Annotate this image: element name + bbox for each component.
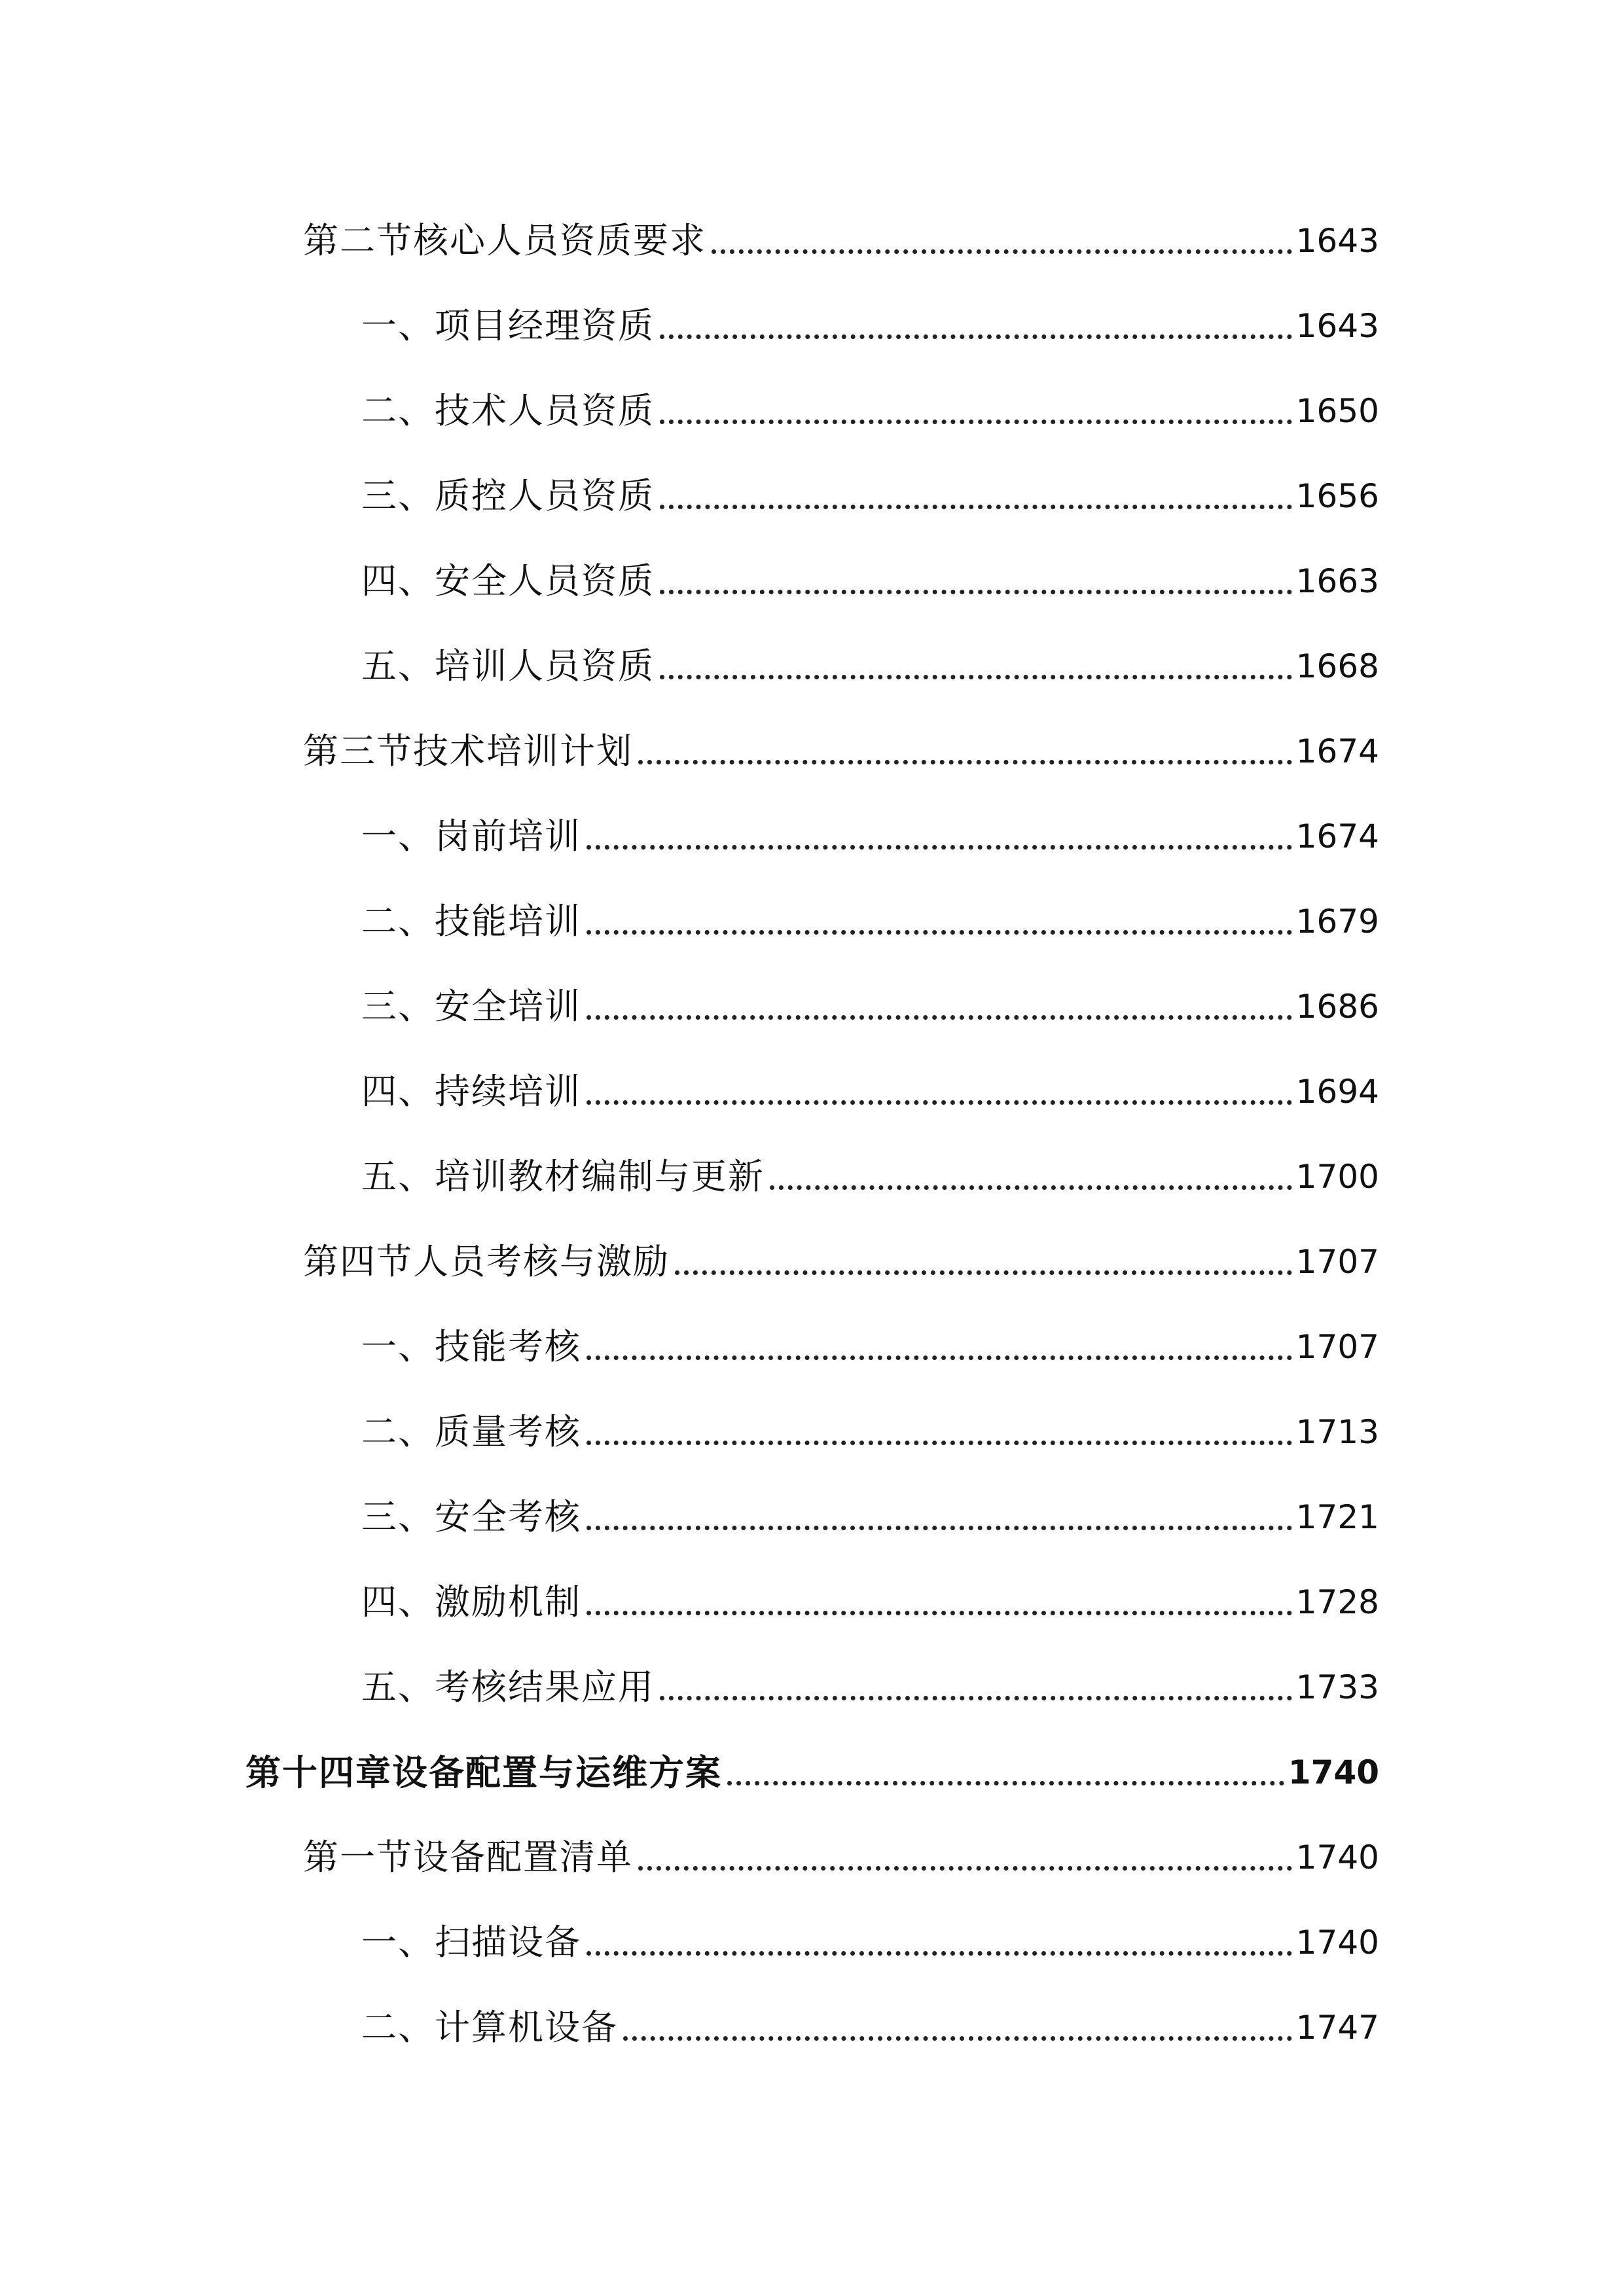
toc-entry-title: 一、技能考核 <box>361 1326 581 1367</box>
toc-entry-title: 第三节技术培训计划 <box>303 730 633 772</box>
toc-entry-title: 一、扫描设备 <box>361 1922 581 1963</box>
toc-entry-title: 一、岗前培训 <box>361 816 581 857</box>
toc-entry-page: 1740 <box>1295 1924 1379 1962</box>
toc-leader-dots <box>586 1441 1292 1445</box>
toc-entry-title: 一、项目经理资质 <box>361 305 655 346</box>
toc-leader-dots <box>638 760 1292 764</box>
toc-entry-page: 1674 <box>1295 732 1379 770</box>
toc-entry-page: 1733 <box>1295 1668 1379 1706</box>
toc-leader-dots <box>712 249 1292 254</box>
toc-entry[interactable] <box>361 810 1379 863</box>
toc-entry-title: 四、安全人员资质 <box>361 560 655 601</box>
toc-entry-page: 1747 <box>1295 2009 1379 2047</box>
toc-entry-page: 1656 <box>1295 477 1379 515</box>
toc-entry[interactable] <box>303 1831 1379 1884</box>
toc-entry-page: 1668 <box>1295 647 1379 685</box>
toc-entry-page: 1721 <box>1295 1498 1379 1536</box>
toc-entry-title: 五、培训教材编制与更新 <box>361 1156 765 1197</box>
toc-entry-title: 三、安全考核 <box>361 1496 581 1537</box>
toc-entry-page: 1707 <box>1295 1243 1379 1281</box>
toc-entry-page: 1650 <box>1295 392 1379 430</box>
toc-entry-title: 四、持续培训 <box>361 1071 581 1112</box>
toc-entry[interactable] <box>361 640 1379 692</box>
toc-entry-page: 1686 <box>1295 988 1379 1026</box>
toc-leader-dots <box>586 1611 1292 1615</box>
toc-entry-title: 二、计算机设备 <box>361 2007 618 2048</box>
toc-entry[interactable] <box>303 725 1379 778</box>
toc-leader-dots <box>727 1781 1284 1785</box>
toc-entry-page: 1679 <box>1295 903 1379 941</box>
toc-entry[interactable] <box>361 385 1379 437</box>
toc-leader-dots <box>586 845 1292 850</box>
toc-entry[interactable] <box>361 1406 1379 1458</box>
toc-leader-dots <box>586 1526 1292 1530</box>
toc-entry-title: 二、技术人员资质 <box>361 390 655 431</box>
toc-entry[interactable] <box>361 895 1379 948</box>
toc-leader-dots <box>660 420 1292 424</box>
toc-entry[interactable] <box>361 1491 1379 1543</box>
toc-entry[interactable] <box>361 555 1379 607</box>
toc-leader-dots <box>623 2036 1292 2041</box>
toc-entry-title: 四、激励机制 <box>361 1581 581 1623</box>
toc-entry-page: 1740 <box>1288 1753 1379 1791</box>
toc-entry[interactable] <box>361 1151 1379 1203</box>
toc-entry[interactable] <box>303 215 1379 267</box>
toc-entry-page: 1740 <box>1295 1839 1379 1876</box>
toc-entry-title: 第四节人员考核与激励 <box>303 1241 670 1282</box>
toc-entry-page: 1643 <box>1295 307 1379 345</box>
toc-entry-title: 五、考核结果应用 <box>361 1666 655 1708</box>
toc-leader-dots <box>586 1355 1292 1360</box>
toc-entry[interactable] <box>361 1576 1379 1628</box>
toc-entry-title: 第二节核心人员资质要求 <box>303 220 706 261</box>
toc-leader-dots <box>586 1015 1292 1020</box>
toc-entry-page: 1707 <box>1295 1328 1379 1366</box>
toc-entry[interactable] <box>361 300 1379 352</box>
toc-entry[interactable] <box>361 980 1379 1033</box>
toc-entry[interactable] <box>303 1236 1379 1288</box>
toc-entry[interactable] <box>361 470 1379 522</box>
toc-leader-dots <box>586 930 1292 935</box>
toc-entry-title: 第一节设备配置清单 <box>303 1837 633 1878</box>
toc-entry-title: 三、质控人员资质 <box>361 475 655 516</box>
toc-entry[interactable] <box>361 1066 1379 1118</box>
toc-entry[interactable] <box>361 1661 1379 1713</box>
toc-leader-dots <box>586 1951 1292 1956</box>
toc-entry[interactable] <box>361 1321 1379 1373</box>
toc-leader-dots <box>660 675 1292 679</box>
toc-leader-dots <box>675 1270 1292 1275</box>
toc-entry-page: 1700 <box>1295 1158 1379 1196</box>
toc-leader-dots <box>638 1866 1292 1871</box>
toc-leader-dots <box>586 1100 1292 1105</box>
toc-entry-page: 1728 <box>1295 1583 1379 1621</box>
toc-entry[interactable] <box>361 2001 1379 2054</box>
toc-entry-title: 二、技能培训 <box>361 901 581 942</box>
toc-entry-title: 三、安全培训 <box>361 986 581 1027</box>
toc-leader-dots <box>660 334 1292 339</box>
toc-entry-page: 1663 <box>1295 562 1379 600</box>
toc-entry[interactable] <box>245 1746 1379 1799</box>
toc-entry-title: 第十四章设备配置与运维方案 <box>245 1751 722 1793</box>
toc-entry-title: 二、质量考核 <box>361 1411 581 1452</box>
toc-entry-title: 五、培训人员资质 <box>361 645 655 687</box>
toc-entry-page: 1674 <box>1295 817 1379 855</box>
toc-entry-page: 1694 <box>1295 1073 1379 1111</box>
toc-leader-dots <box>660 1696 1292 1700</box>
toc-leader-dots <box>660 505 1292 509</box>
toc-entry[interactable] <box>361 1916 1379 1969</box>
toc-leader-dots <box>660 590 1292 594</box>
toc-entry-page: 1713 <box>1295 1413 1379 1451</box>
toc-entry-page: 1643 <box>1295 222 1379 260</box>
toc-leader-dots <box>770 1185 1292 1190</box>
